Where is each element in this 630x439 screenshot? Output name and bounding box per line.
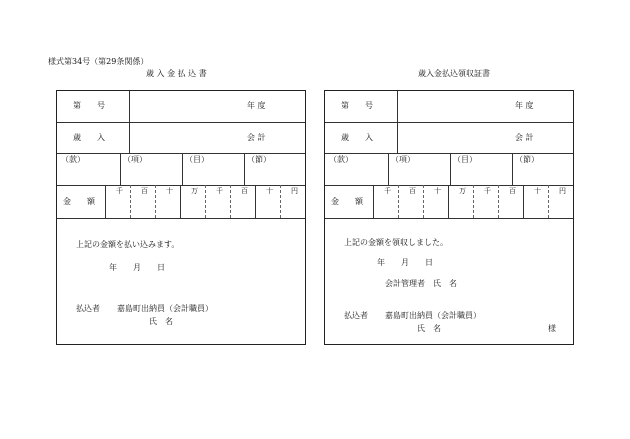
row-divider [57, 153, 305, 154]
row-divider [325, 218, 573, 219]
column-divider [397, 91, 398, 153]
right-form-title: 歳入金払込領収証書 [418, 69, 490, 78]
row-divider [325, 153, 573, 154]
digit-unit: 千 [116, 187, 123, 195]
accounting-manager-line: 会計管理者 氏 名 [385, 279, 457, 288]
digit-divider [498, 185, 499, 218]
column-divider [388, 153, 389, 185]
column-divider [182, 153, 183, 185]
digit-unit: 百 [509, 187, 516, 195]
digit-divider [130, 185, 131, 218]
row-divider [57, 185, 305, 186]
digit-unit: 千 [484, 187, 491, 195]
column-divider [450, 153, 451, 185]
payer-name-label: 氏 名 [417, 324, 441, 333]
digit-divider [180, 185, 181, 218]
date-line: 年 月 日 [109, 263, 165, 272]
column-divider [129, 91, 130, 153]
row-divider [325, 122, 573, 123]
digit-unit: 十 [434, 187, 441, 195]
digit-unit: 円 [291, 187, 298, 195]
kan-label: （款） [61, 155, 85, 164]
column-divider [120, 153, 121, 185]
setsu-label: （節） [247, 155, 271, 164]
digit-divider [280, 185, 281, 218]
account-label: 会 計 [515, 133, 534, 142]
digit-divider [398, 185, 399, 218]
row-divider [57, 218, 305, 219]
digit-unit: 十 [266, 187, 273, 195]
payer-office: 嘉島町出納員（会計職員） [385, 311, 481, 320]
digit-unit: 千 [216, 187, 223, 195]
fiscal-year-label: 年 度 [515, 101, 534, 110]
digit-divider [423, 185, 424, 218]
kou-label: （項） [123, 155, 147, 164]
receipt-message: 上記の金額を領収しました。 [344, 238, 448, 247]
payer-label: 払込者 [344, 311, 368, 320]
digit-unit: 千 [384, 187, 391, 195]
digit-unit: 百 [409, 187, 416, 195]
setsu-label: （節） [515, 155, 539, 164]
digit-divider [523, 185, 524, 218]
digit-divider [448, 185, 449, 218]
number-label: 第 号 [73, 101, 105, 110]
digit-unit: 十 [166, 187, 173, 195]
moku-label: （目） [453, 155, 477, 164]
moku-label: （目） [185, 155, 209, 164]
digit-unit: 万 [459, 187, 466, 195]
digit-unit: 百 [141, 187, 148, 195]
date-line: 年 月 日 [377, 258, 433, 267]
left-payment-form [56, 90, 306, 345]
fiscal-year-label: 年 度 [247, 101, 266, 110]
left-form-title: 歳 入 金 払 込 書 [146, 69, 207, 78]
digit-divider [548, 185, 549, 218]
column-divider [373, 185, 374, 218]
kou-label: （項） [391, 155, 415, 164]
digit-divider [230, 185, 231, 218]
digit-unit: 円 [559, 187, 566, 195]
payer-office: 嘉島町出納員（会計職員） [117, 304, 213, 313]
digit-divider [155, 185, 156, 218]
digit-unit: 百 [241, 187, 248, 195]
account-label: 会 計 [247, 133, 266, 142]
amount-label: 金 額 [63, 197, 95, 206]
number-label: 第 号 [341, 101, 373, 110]
digit-divider [205, 185, 206, 218]
revenue-label: 歳 入 [341, 133, 373, 142]
right-receipt-form [324, 90, 574, 345]
payment-message: 上記の金額を払い込みます。 [76, 240, 180, 249]
digit-divider [473, 185, 474, 218]
form-number: 様式第34号（第29条関係） [48, 57, 149, 66]
column-divider [512, 153, 513, 185]
row-divider [57, 122, 305, 123]
revenue-label: 歳 入 [73, 133, 105, 142]
column-divider [244, 153, 245, 185]
kan-label: （款） [329, 155, 353, 164]
digit-unit: 万 [191, 187, 198, 195]
digit-unit: 十 [534, 187, 541, 195]
digit-divider [255, 185, 256, 218]
row-divider [325, 185, 573, 186]
payer-label: 払込者 [76, 304, 100, 313]
column-divider [105, 185, 106, 218]
honorific: 様 [548, 324, 556, 333]
amount-label: 金 額 [331, 197, 363, 206]
payer-name-label: 氏 名 [149, 317, 173, 326]
